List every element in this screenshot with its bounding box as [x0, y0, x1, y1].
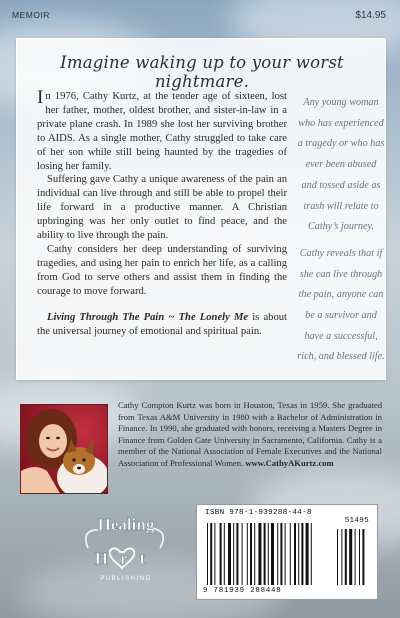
publisher-logo — [76, 508, 176, 590]
isbn-barcode — [196, 504, 378, 600]
barcode-bar — [242, 523, 243, 585]
book-title: Living Through The Pain ~ The Lonely Me — [47, 311, 249, 323]
barcode-digits: 9 781939 288448 — [203, 587, 282, 595]
barcode-bar — [210, 523, 212, 585]
author-photo — [20, 404, 108, 494]
barcode-bar — [214, 523, 215, 585]
barcode-bar — [228, 523, 231, 585]
isbn-number: ISBN 978-1-939288-44-8 — [205, 509, 312, 517]
synopsis-text: n 1976, Cathy Kurtz, at the tender age of sixteen, lost her father, mother, oldest brother, and sister-in-law in a private plane crash. In 1989 she lost her surviving brother to AIDS. As a single mother, Cathy struggled to take care of her son while still being haunted by the tragedies of losing her family. — [37, 91, 287, 172]
bio-text: Cathy Compton Kurtz was born in Houston, Texas in 1959. She graduated from Texas A&M University in 1980 with a Bachelor of Administration in Finance. In 1990, she graduated with honors, receiving a Masters Degree in Finance from Golden Gate University in Sacramento, California. Cathy is a member of the National Association of Female Executives and the National Association of Professional Women. — [118, 400, 382, 468]
synopsis-paragraph — [37, 87, 287, 173]
blurb-panel — [16, 38, 386, 380]
price-code: 51495 — [344, 517, 369, 525]
publisher-name-line2: Hrt — [94, 549, 158, 568]
barcode-bar — [224, 523, 225, 585]
barcode-bar — [254, 523, 255, 585]
barcode-addon-bar — [337, 529, 338, 585]
barcode-addon-bar — [359, 529, 360, 585]
author-bio — [118, 400, 382, 470]
publisher-name-line1: Healing — [97, 515, 155, 534]
barcode-bar — [294, 523, 296, 585]
barcode-bar — [277, 523, 278, 585]
barcode-bar — [233, 523, 234, 585]
headline: Imagine waking up to your worst nightmare. — [60, 53, 344, 91]
closing-text: is about the universal journey of emotional and spiritual pain. — [37, 311, 287, 337]
barcode-bar — [306, 523, 309, 585]
barcode-bar — [311, 523, 312, 585]
barcode-bar — [220, 523, 222, 585]
barcode-bar — [268, 523, 269, 585]
pull-quote: Cathy reveals that if she can live through the pain, anyone can be a survivor and have a successful, rich, and blessed life. — [297, 247, 385, 363]
barcode-bar — [207, 523, 208, 585]
pull-quotes — [297, 93, 385, 368]
synopsis — [37, 87, 287, 338]
genre-label: MEMOIR — [12, 10, 50, 20]
barcode-addon-bar — [341, 529, 342, 585]
barcode-bar — [301, 523, 303, 585]
barcode-bar — [250, 523, 252, 585]
author-portrait-illustration — [21, 405, 108, 494]
synopsis-paragraph: Suffering gave Cathy a unique awareness of the pain an individual can live through and still be able to propel their life forward in a productive manner. A Christian upbringing was her only outlet to find peace, and the ability to live through the pain. — [37, 174, 287, 242]
pull-quote: Any young woman who has experienced a tragedy or who has ever been abused and tossed aside as trash will relate to Cathy’s journey. — [297, 97, 385, 233]
drop-cap: I — [37, 87, 44, 108]
barcode-addon-bar — [345, 529, 347, 585]
barcode-addon-bar — [349, 529, 352, 585]
barcode-bar — [258, 523, 261, 585]
publisher-logo-mark — [76, 508, 176, 590]
barcode-bar — [298, 523, 299, 585]
price-label: $14.95 — [355, 9, 386, 21]
closing-paragraph — [37, 311, 287, 339]
synopsis-paragraph: Cathy considers her deep understanding of surviving tragedies, and using her pain to enrich her life, as a calling from God to serve others and assist them in finding the courage to move forward. — [37, 243, 287, 297]
barcode-bar — [280, 523, 282, 585]
top-bar — [0, 0, 400, 30]
barcode-bar — [247, 523, 248, 585]
barcode-bar — [236, 523, 238, 585]
publisher-name-line3: PUBLISHING — [100, 576, 152, 582]
barcode-bar — [271, 523, 274, 585]
barcode-addon-bar — [355, 529, 356, 585]
author-website-link[interactable]: www.CathyAKurtz.com — [245, 457, 334, 468]
barcode-bar — [285, 523, 286, 585]
barcode-bar — [264, 523, 266, 585]
barcode-bar — [290, 523, 291, 585]
barcode-addon-bar — [362, 529, 364, 585]
